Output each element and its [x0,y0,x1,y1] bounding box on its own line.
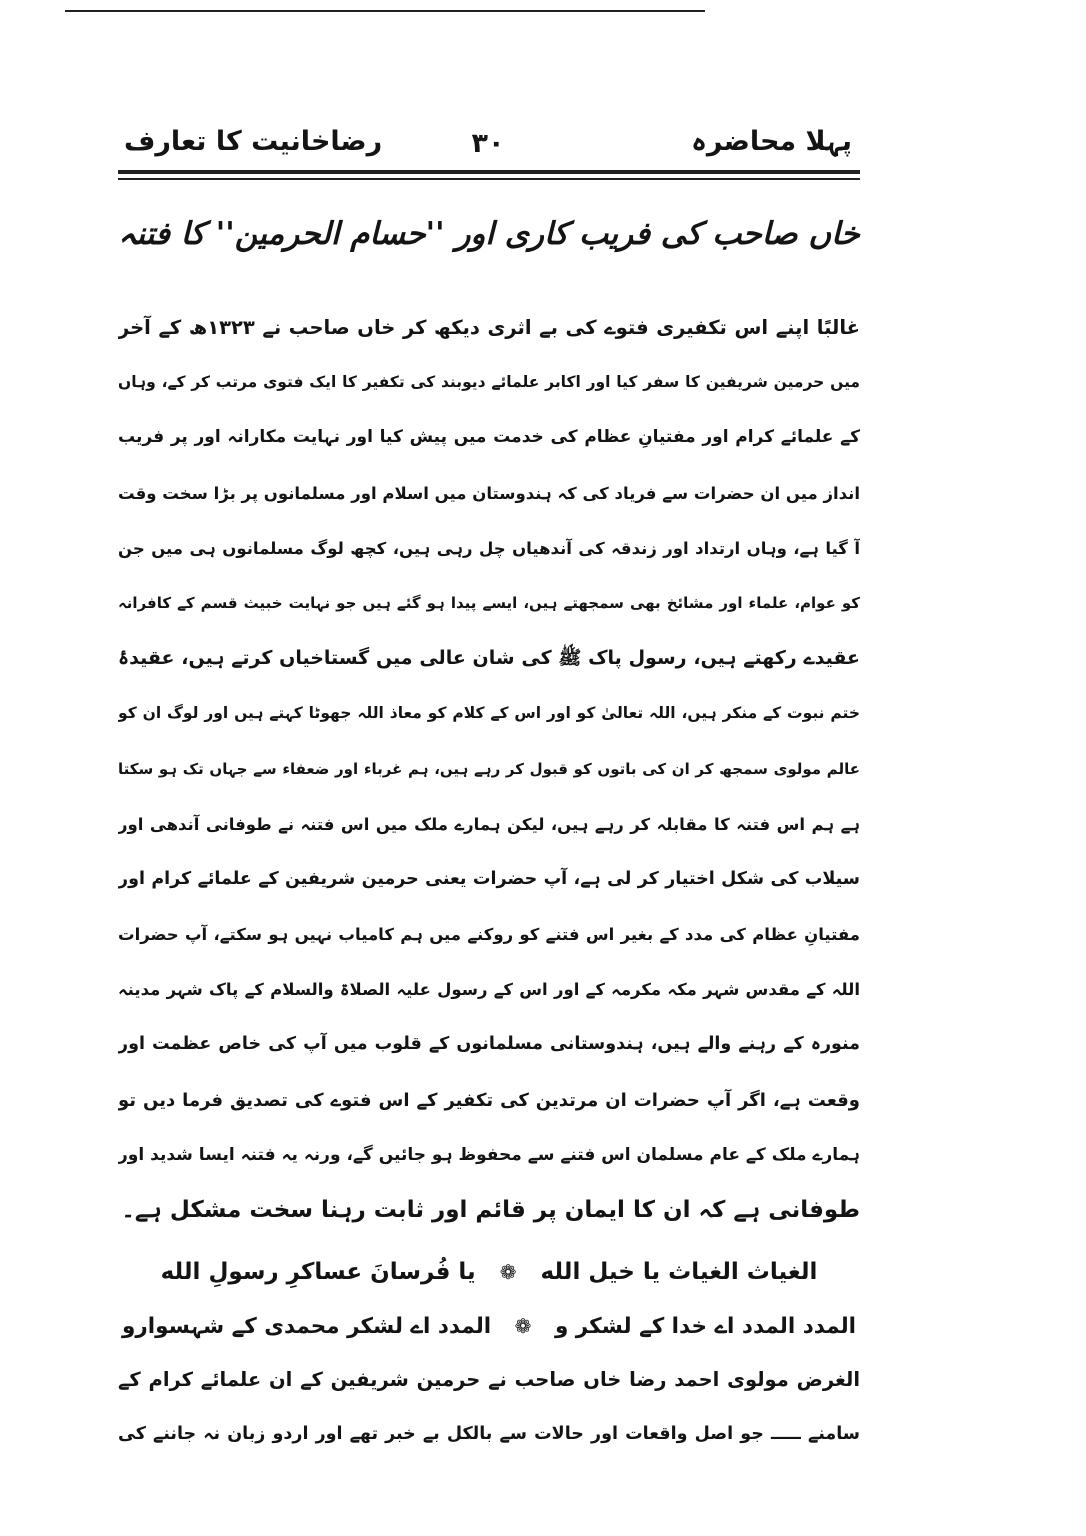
text-line: منورہ کے رہنے والے ہیں، ہندوستانی مسلمانوں کے قلوب میں آپ کی خاص عظمت اور [118,1034,860,1055]
text-line: وقعت ہے، اگر آپ حضرات ان مرتدین کی تکفیر کے اس فتوے کی تصدیق فرما دیں تو [118,1089,860,1111]
verse-first-half: الغياث الغياث يا خيل الله [540,1259,818,1285]
top-edge-rule [65,10,705,12]
header-rule-thick [118,170,860,174]
text-line: غالبًا اپنے اس تکفیری فتوے کی بے اثری دیکھ کر خاں صاحب نے ۱۳۲۳ھ کے آخر [118,316,860,339]
section-heading: خاں صاحب کی فریب کاری اور ''حسام الحرمین'' کا فتنہ [118,216,860,252]
verse-block [118,1245,860,1353]
paragraph-1 [118,300,860,1238]
text-line: انداز میں ان حضرات سے فریاد کی کہ ہندوستان میں اسلام اور مسلمانوں پر بڑا سخت وقت [118,483,860,503]
text-line: میں حرمین شریفین کا سفر کیا اور اکابر علمائے دیوبند کی تکفیر کا ایک فتوی مرتب کر کے، وہاں [118,373,860,392]
page-number: ۳۰ [471,128,505,159]
verse-second-half: يا فُرسانَ عساكرِ رسولِ الله [160,1259,476,1285]
text-line: سامنے ـــــ جو اصل واقعات اور حالات سے بالکل بے خبر تھے اور اردو زبان نہ جاننے کی [118,1424,860,1445]
text-line: ختم نبوت کے منکر ہیں، اللہ تعالیٰ کو اور اس کے کلام کو معاذ اللہ جھوٹا کہتے ہیں اور لوگ ان کو [118,704,860,723]
text-line: سیلاب کی شکل اختیار کر لی ہے، آپ حضرات یعنی حرمین شریفین کے علمائے کرام اور [118,868,860,889]
paragraph-2 [118,1352,860,1462]
flower-ornament-icon: ❁ [499,1260,517,1284]
text-line: ہے ہم اس فتنہ کا مقابلہ کر رہے ہیں، لیکن ہمارے ملک میں اس فتنہ نے طوفانی آندھی اور [118,814,860,834]
flower-ornament-icon: ❁ [514,1314,532,1338]
text-line: الغرض مولوی احمد رضا خاں صاحب نے حرمین شریفین کے ان علمائے کرام کے [118,1368,860,1391]
text-line: عقیدے رکھتے ہیں، رسول پاک ﷺ کی شان عالی میں گستاخیاں کرتے ہیں، عقیدۂ [118,647,860,670]
text-line: اللہ کے مقدس شہر مکہ مکرمہ کے اور اس کے رسول علیہ الصلاۃ والسلام کے پاک شہر مدینہ [118,980,860,1000]
header-rule-thin [118,178,860,180]
running-header [118,118,858,178]
text-line: عالم مولوی سمجھ کر ان کی باتوں کو قبول کر رہے ہیں، ہم غرباء اور ضعفاء سے جہاں تک ہو سکتا [118,759,860,778]
text-line: آ گیا ہے، وہاں ارتداد اور زندقہ کی آندھیاں چل رہی ہیں، کچھ لوگ مسلمانوں ہی میں جن [118,538,860,558]
text-line: مفتیانِ عظام کی مدد کے بغیر اس فتنے کو روکنے میں ہم کامیاب نہیں ہو سکتے، آپ حضرات [118,925,860,945]
text-line: ہمارے ملک کے عام مسلمان اس فتنے سے محفوظ ہو جائیں گے، ورنہ یہ فتنہ ایسا شدید اور [118,1144,860,1165]
verse-line [118,1299,860,1353]
chapter-title: پہلا محاضرہ [691,126,852,157]
verse-line [118,1245,860,1299]
text-line: کے علمائے کرام اور مفتیانِ عظام کی خدمت میں پیش کیا اور نہایت مکارانہ اور پر فریب [118,427,860,448]
verse-second-half: المدد اے لشکر محمدی کے شہسوارو [121,1314,492,1339]
text-line: طوفانی ہے کہ ان کا ایمان پر قائم اور ثابت رہنا سخت مشکل ہے۔ [121,1197,860,1223]
book-title: رضاخانیت کا تعارف [124,126,383,157]
verse-first-half: المدد المدد اے خدا کے لشکر و [554,1314,857,1339]
text-line: کو عوام، علماء اور مشائخ بھی سمجھتے ہیں، ایسے پیدا ہو گئے ہیں جو نہایت خبیث قسم کے کافرانہ [118,593,860,612]
